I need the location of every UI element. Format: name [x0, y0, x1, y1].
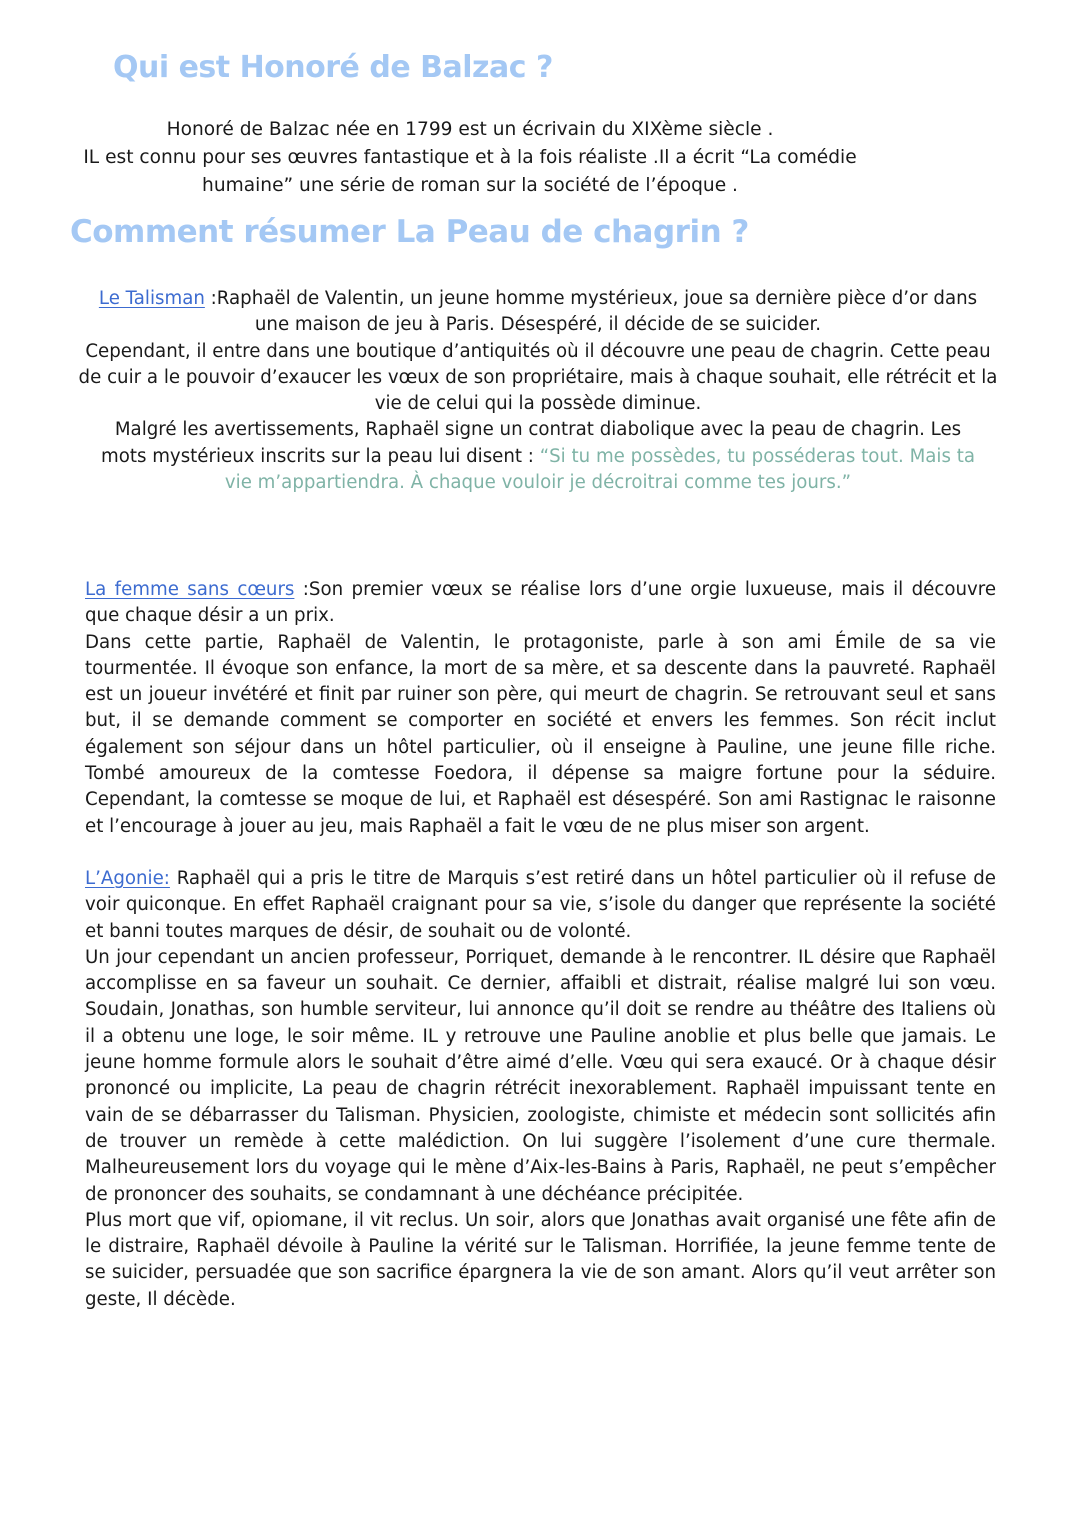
talisman-section — [78, 286, 998, 496]
talisman-paragraph: Malgré les avertissements, Raphaël signe un contrat diabolique avec la peau de chagrin. Les mots mystérieux inscrits sur la peau lui disent : — [100, 419, 962, 467]
agonie-intro: Raphaël qui a pris le titre de Marquis s’est retiré dans un hôtel particulier où il refuse de voir quiconque. En effet Raphaël craignant pour sa vie, s’isole du danger que représente la société et banni toutes marques de désir, de souhait ou de volonté. — [85, 867, 996, 942]
agonie-paragraph: Un jour cependant un ancien professeur, Porriquet, demande à le rencontrer. IL désire que Raphaël accomplisse en sa faveur un souhait. Ce dernier, affaibli et distrait, réalise malgré lui son vœu. Soudain, Jonathas, son humble serviteur, lui annonce qu’il doit se rendre au théâtre des Italiens où il a obtenu une loge, le soir même. IL y retrouve une Pauline anoblie et plus belle que jamais. Le jeune homme formule alors le souhait d’être aimé d’elle. Vœu qui sera exaucé. Or à chaque désir prononcé ou implicite, La peau de chagrin rétrécit inexorablement. Raphaël impuissant tente en vain de se débarrasser du Talisman. Physicien, zoologiste, chimiste et médecin sont sollicités afin de trouver un remède à cette malédiction. On lui suggère l’isolement d’une cure thermale. Malheureusement lors du voyage qui le mène d’Aix-les-Bains à Paris, Raphaël, ne peut s’empêcher de prononcer des souhaits, se condamnant à une déchéance précipitée. — [85, 946, 996, 1205]
bio-paragraph — [80, 116, 860, 200]
talisman-paragraph: Cependant, il entre dans une boutique d’antiquités où il découvre une peau de chagrin. Cette peau de cuir a le pouvoir d’exaucer les vœux de son propriétaire, mais à chaque souhait, elle rétrécit et la vie de celui qui la possède diminue. — [78, 340, 998, 415]
femme-paragraph: Dans cette partie, Raphaël de Valentin, le protagoniste, parle à son ami Émile de sa vie tourmentée. Il évoque son enfance, la mort de sa mère, et sa descente dans la pauvreté. Raphaël est un joueur invétéré et finit par ruiner son père, qui meurt de chagrin. Se retrouvant seul et sans but, il se demande comment se comporter en société et envers les femmes. Son récit inclut également son séjour dans un hôtel particulier, où il enseigne à Pauline, une jeune fille riche. Tombé amoureux de la comtesse Foedora, il dépense sa maigre fortune pour la séduire. Cependant, la comtesse se moque de lui, et Raphaël est désespéré. Son ami Rastignac le raisonne et l’encourage à jouer au jeu, mais Raphaël a fait le vœu de ne plus miser son argent. — [85, 631, 996, 837]
femme-link[interactable]: La femme sans cœurs — [85, 579, 295, 600]
bio-line: Honoré de Balzac née en 1799 est un écrivain du XIXème siècle . — [166, 119, 774, 140]
talisman-quote: “Si tu me possèdes, tu posséderas tout. Mais ta vie m’appartiendra. À chaque vouloir je décroitrai comme tes jours.” — [224, 445, 976, 494]
femme-section — [85, 577, 996, 1313]
bio-line: IL est connu pour ses œuvres fantastique et à la fois réaliste .Il a écrit “La comédie — [83, 147, 857, 168]
bio-line: humaine” une série de roman sur la société de l’époque . — [202, 175, 738, 196]
femme-intro: :Son premier vœux se réalise lors d’une orgie luxueuse, mais il découvre que chaque désir a un prix. — [85, 579, 997, 627]
agonie-link[interactable]: L’Agonie: — [85, 867, 170, 889]
summary-heading: Comment résumer La Peau de chagrin ? — [70, 214, 749, 250]
spacer — [85, 840, 996, 866]
bio-heading: Qui est Honoré de Balzac ? — [113, 50, 553, 85]
talisman-link[interactable]: Le Talisman — [98, 288, 205, 309]
agonie-paragraph: Plus mort que vif, opiomane, il vit reclus. Un soir, alors que Jonathas avait organisé une fête afin de le distraire, Raphaël dévoile à Pauline la vérité sur le Talisman. Horrifiée, la jeune femme tente de se suicider, persuadée que son sacrifice épargnera la vie de son amant. Alors qu’il veut arrêter son geste, Il décède. — [85, 1209, 996, 1310]
talisman-intro: :Raphaël de Valentin, un jeune homme mystérieux, joue sa dernière pièce d’or dans une maison de jeu à Paris. Désespéré, il décide de se suicider. — [204, 288, 978, 336]
